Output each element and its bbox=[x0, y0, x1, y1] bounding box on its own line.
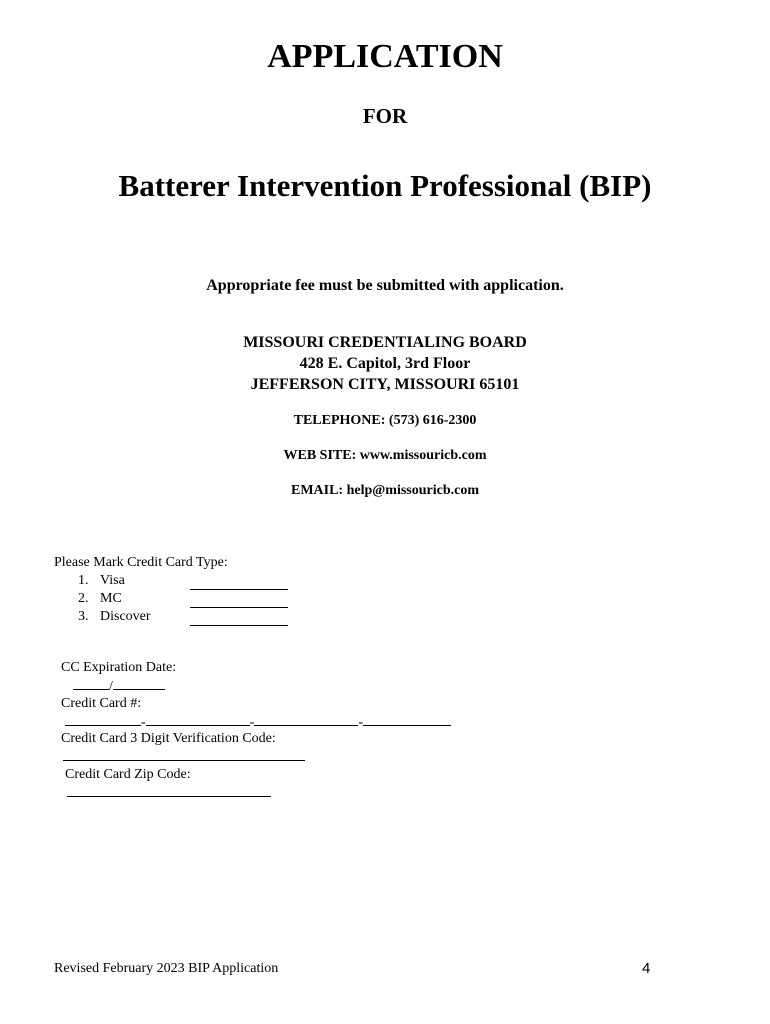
revision-footer: Revised February 2023 BIP Application bbox=[54, 961, 279, 976]
board-name: MISSOURI CREDENTIALING BOARD bbox=[243, 334, 527, 351]
card-number-group4-field[interactable] bbox=[363, 712, 451, 726]
card-number-separator: - bbox=[141, 715, 146, 730]
card-type-number: 1. bbox=[78, 573, 89, 588]
board-telephone: TELEPHONE: (573) 616-2300 bbox=[293, 413, 477, 428]
fee-note: Appropriate fee must be submitted with application. bbox=[206, 277, 564, 294]
card-type-mc-field[interactable] bbox=[190, 593, 288, 608]
card-number-separator: - bbox=[358, 715, 364, 730]
zip-row bbox=[58, 751, 271, 802]
zip-code-field[interactable] bbox=[67, 783, 271, 797]
card-type-mc-label: MC bbox=[100, 591, 122, 606]
card-type-discover-label: Discover bbox=[100, 609, 151, 624]
card-type-number: 2. bbox=[78, 591, 89, 606]
card-type-discover-field[interactable] bbox=[190, 611, 288, 626]
card-number-separator: - bbox=[249, 715, 255, 730]
board-website: WEB SITE: www.missouricb.com bbox=[283, 448, 487, 463]
board-address-block bbox=[0, 332, 770, 395]
zip-label: Credit Card Zip Code: bbox=[65, 767, 191, 782]
expiration-separator: / bbox=[109, 679, 113, 694]
board-email: EMAIL: help@missouricb.com bbox=[290, 483, 480, 498]
card-number-label: Credit Card #: bbox=[61, 696, 142, 711]
card-type-number: 3. bbox=[78, 609, 89, 624]
card-type-prompt: Please Mark Credit Card Type: bbox=[54, 555, 228, 570]
title-for: FOR bbox=[362, 104, 408, 128]
verification-label: Credit Card 3 Digit Verification Code: bbox=[61, 731, 276, 746]
expiration-label: CC Expiration Date: bbox=[61, 660, 177, 675]
board-address-line2: JEFFERSON CITY, MISSOURI 65101 bbox=[250, 376, 520, 393]
application-subtitle: Batterer Intervention Professional (BIP) bbox=[118, 168, 652, 203]
card-type-visa-field[interactable] bbox=[190, 575, 288, 590]
page-number: 4 bbox=[642, 960, 651, 977]
page-title: APPLICATION bbox=[267, 38, 503, 75]
board-address-line1: 428 E. Capitol, 3rd Floor bbox=[299, 355, 471, 372]
card-type-visa-label: Visa bbox=[100, 573, 125, 588]
